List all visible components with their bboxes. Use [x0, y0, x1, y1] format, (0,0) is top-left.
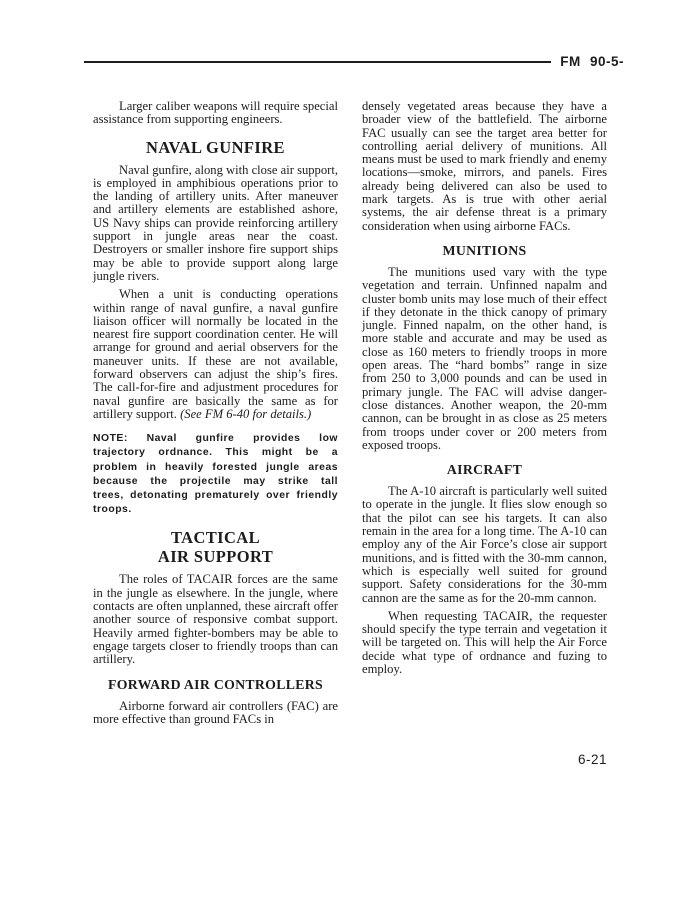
note-text: Naval gunfire provides low trajectory ordnance. This might be a problem in heavily forested jungle areas because the projectile may strike tall trees, detonating prematurely over friendly troops.: [93, 433, 338, 516]
heading-tactical-air-support: [93, 528, 338, 566]
page-header: [84, 54, 624, 69]
page-number: 6-21: [577, 752, 607, 767]
paragraph-naval-gunfire-2: [93, 288, 338, 421]
page-footer: [578, 752, 607, 767]
paragraph-aircraft: The A-10 aircraft is particularly well suited to operate in the jungle. It flies slow enough so that the pilot can see his targets. It can also remain in the area for a long time. The A-10 can employ any of the Air Force’s close air support munitions, and is fitted with the 30-mm cannon, which is especially well suited for ground support. Safety considerations for the 30-mm cannon are the same as for the 20-mm cannon.: [362, 484, 607, 605]
heading-aircraft: AIRCRAFT: [446, 462, 523, 478]
paragraph-fac-continued: densely vegetated areas because they have a broader view of the battlefield. The airborne FAC usually can see the target area better for controlling aerial delivery of munitions. All means must be used to mark friendly and enemy locations—smoke, mirrors, and panels. Fires already being delivered can also be used to mark targets. As is true with other aerial systems, the air defense threat is a primary consideration when using airborne FACs.: [362, 99, 607, 233]
paragraph-fac: Airborne forward air controllers (FAC) are more effective than ground FACs in: [93, 698, 338, 726]
header-rule: [84, 61, 551, 63]
heading-line-2: AIR SUPPORT: [157, 547, 274, 567]
paragraph-text: When a unit is conducting operations within range of naval gunfire, a naval gunfire liaison officer will normally be located in the nearest fire support coordination center. He will arrange for ground and aerial observers for the maneuver units. If these are not available, forward observers can adjust the ship’s fires. The call-for-fire and adjustment procedures for naval gunfire are basically the same as for artillery support.: [93, 287, 338, 421]
paragraph-engineers: Larger caliber weapons will require special assistance from supporting engineers.: [93, 99, 338, 127]
two-column-body: [93, 100, 607, 731]
heading-forward-air-controllers: FORWARD AIR CONTROLLERS: [108, 676, 323, 692]
cross-reference-italic: (See FM 6-40 for details.): [180, 406, 312, 421]
note-label: NOTE:: [93, 433, 128, 445]
paragraph-munitions: The munitions used vary with the type vegetation and terrain. Unfinned napalm and cluster bomb units may lose much of their effect if they detonate in the thick canopy of primary jungle. Finned napalm, on the other hand, is more stable and accurate and may be used as close as 160 meters to friendly troops in more open areas. The “hard bombs” range in size from 250 to 3,000 pounds and can be used in primary jungle. The FAC will advise danger-close distances. Another weapon, the 20-mm cannon, can be brought in as close as 25 meters from troops under cover or 200 meters from exposed troops.: [362, 264, 607, 452]
right-column: [362, 100, 607, 731]
note-block: [93, 432, 338, 517]
paragraph-naval-gunfire-1: Naval gunfire, along with close air support, is employed in amphibious operations prior to the landing of artillery units. After maneuver and artillery elements are established ashore, US Navy ships can provide reinforcing artillery support in jungle areas near the coast. Destroyers or smaller inshore fire support ships may be able to provide support along large jungle rivers.: [93, 162, 338, 283]
heading-line-1: TACTICAL: [170, 528, 261, 548]
heading-naval-gunfire: NAVAL GUNFIRE: [146, 137, 285, 157]
doc-reference: FM 90-5-: [560, 54, 624, 69]
paragraph-tacair: The roles of TACAIR forces are the same in the jungle as elsewhere. In the jungle, where contacts are often unplanned, these aircraft offer another source of responsive combat support. Heavily armed fighter-bombers may be able to engage targets closer to friendly troops than can artillery.: [93, 572, 338, 667]
left-column: [93, 100, 338, 731]
heading-munitions: MUNITIONS: [442, 242, 527, 258]
paragraph-tacair-request: When requesting TACAIR, the requester should specify the type terrain and vegetation it will be targeted on. This will help the Air Force decide what type of ordnance and fuzing to employ.: [362, 608, 607, 676]
